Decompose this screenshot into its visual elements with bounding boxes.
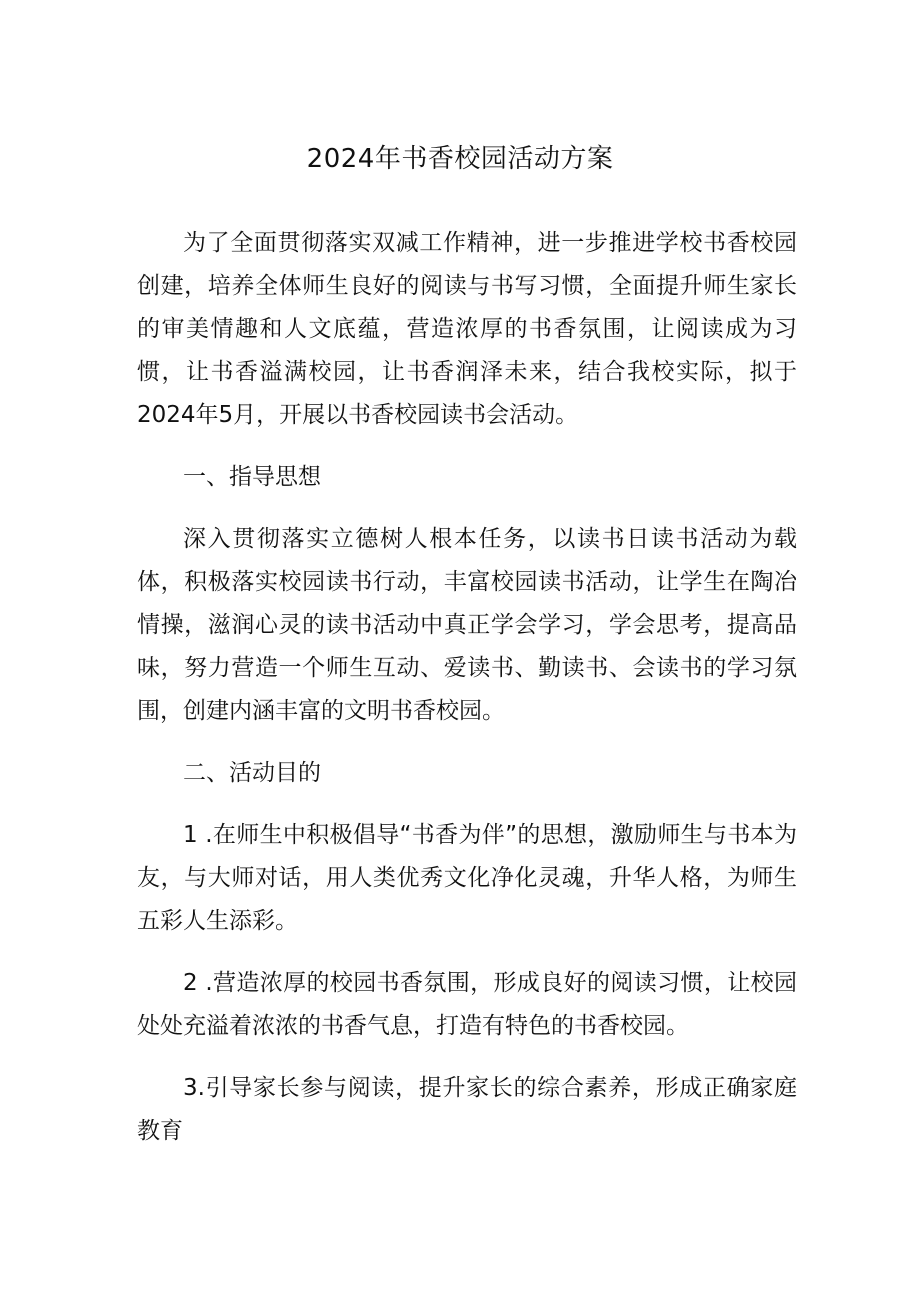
purpose-item-2: 2 .营造浓厚的校园书香氛围，形成良好的阅读习惯，让校园处处充溢着浓浓的书香气息，打造有特色的书香校园。: [137, 970, 797, 1039]
purpose-item-1: 1 .在师生中积极倡导“书香为伴”的思想，激励师生与书本为友，与大师对话，用人类优秀文化净化灵魂，升华人格，为师生五彩人生添彩。: [137, 822, 797, 934]
purpose-item-3: 3.引导家长参与阅读，提升家长的综合素养，形成正确家庭教育: [137, 1075, 797, 1144]
guiding-ideology-paragraph: 深入贯彻落实立德树人根本任务，以读书日读书活动为载体，积极落实校园读书行动，丰富校园读书活动，让学生在陶冶情操，滋润心灵的读书活动中真正学会学习，学会思考，提高品味，努力营造一个师生互动、爱读书、勤读书、会读书的学习氛围，创建内涵丰富的文明书香校园。: [137, 526, 797, 724]
document-body: [137, 222, 797, 1153]
section-heading-activity-purpose: 二、活动目的: [183, 760, 321, 786]
section-heading-guiding-ideology: 一、指导思想: [183, 464, 321, 490]
document-title: 2024年书香校园活动方案: [306, 144, 614, 174]
intro-paragraph: 为了全面贯彻落实双减工作精神，进一步推进学校书香校园创建，培养全体师生良好的阅读与书写习惯，全面提升师生家长的审美情趣和人文底蕴，营造浓厚的书香氛围，让阅读成为习惯，让书香溢满校园，让书香润泽未来，结合我校实际，拟于2024年5月，开展以书香校园读书会活动。: [137, 230, 797, 428]
